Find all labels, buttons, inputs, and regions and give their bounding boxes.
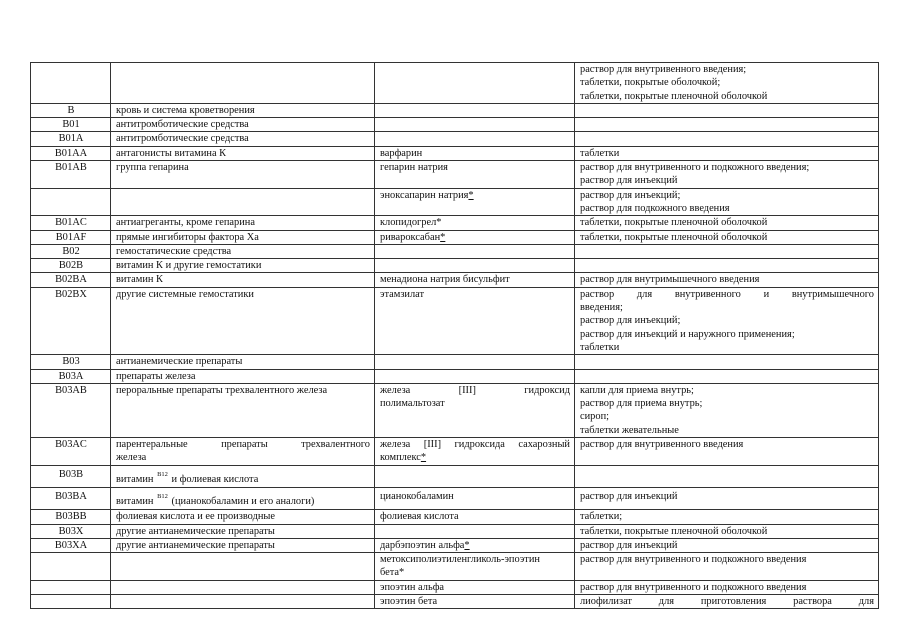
table-body <box>31 63 879 609</box>
group-text: и фолиевая кислота <box>171 473 259 485</box>
anatomical-group-cell <box>111 465 375 487</box>
atc-code-cell <box>31 103 111 117</box>
atc-code-cell <box>31 118 111 132</box>
anatomical-group-cell <box>111 230 375 244</box>
group-line: антагонисты витамина К <box>116 147 227 159</box>
atc-code: B03XA <box>54 539 88 551</box>
atc-code: B03AB <box>55 384 87 396</box>
anatomical-group-cell <box>111 216 375 230</box>
dosage-form-line: таблетки <box>580 341 620 353</box>
atc-code: B03BA <box>55 490 87 502</box>
atc-drug-table <box>30 62 879 609</box>
group-text: (цианокобаламин и его аналоги) <box>171 495 315 507</box>
drug-text: гепарин натрия <box>380 162 448 174</box>
dosage-form-cell <box>575 553 879 581</box>
drug-text: ривароксабан <box>380 231 441 243</box>
dosage-form-line: раствор для инъекций; <box>580 189 681 201</box>
anatomical-group-cell <box>111 146 375 160</box>
table-row <box>31 510 879 524</box>
anatomical-group-cell <box>111 580 375 594</box>
atc-code-cell <box>31 244 111 258</box>
dosage-form-cell <box>575 580 879 594</box>
atc-code-cell <box>31 259 111 273</box>
group-line: антитромботические средства <box>116 133 249 145</box>
dosage-form-cell <box>575 438 879 466</box>
drug-line <box>380 438 570 451</box>
drug-name-cell <box>375 369 575 383</box>
group-line: гемостатические средства <box>116 245 232 257</box>
anatomical-group-cell <box>111 188 375 216</box>
dosage-form-line: раствор для инъекций <box>580 539 678 551</box>
anatomical-group-cell <box>111 161 375 189</box>
atc-code-cell <box>31 63 111 104</box>
drug-name-cell <box>375 287 575 354</box>
anatomical-group-cell <box>111 369 375 383</box>
anatomical-group-cell <box>111 244 375 258</box>
dosage-form-line: таблетки <box>580 147 620 159</box>
atc-code: B01A <box>58 133 84 145</box>
dosage-form-cell <box>575 63 879 104</box>
dosage-form-cell <box>575 383 879 437</box>
anatomical-group-cell <box>111 524 375 538</box>
dosage-form-cell <box>575 244 879 258</box>
table-row <box>31 369 879 383</box>
dosage-form-line: раствор для внутривенного и подкожного введения <box>580 581 807 593</box>
vitamin-subscript: B12 <box>157 492 168 500</box>
dosage-form-cell <box>575 594 879 608</box>
drug-text: цианокобаламин <box>380 490 454 502</box>
dosage-form-cell <box>575 355 879 369</box>
vitamin-subscript: B12 <box>157 470 168 478</box>
atc-code-cell <box>31 524 111 538</box>
atc-code: B03A <box>58 370 84 382</box>
drug-name-cell <box>375 273 575 287</box>
dosage-form-line: таблетки, покрытые пленочной оболочкой <box>580 525 768 537</box>
atc-code: B02 <box>62 245 80 257</box>
drug-name-cell <box>375 103 575 117</box>
atc-code: B01 <box>62 119 80 131</box>
drug-line <box>380 595 570 608</box>
dosage-form-line: введения; <box>580 302 623 314</box>
atc-code-cell <box>31 369 111 383</box>
footnote-asterisk: * <box>420 452 427 464</box>
group-line: антиагреганты, кроме гепарина <box>116 217 255 229</box>
dosage-form-cell <box>575 369 879 383</box>
dosage-form-line: раствор для подкожного введения <box>580 202 730 214</box>
anatomical-group-cell <box>111 487 375 509</box>
drug-name-cell <box>375 580 575 594</box>
anatomical-group-cell <box>111 383 375 437</box>
dosage-form-line: таблетки, покрытые оболочкой; <box>580 77 721 89</box>
anatomical-group-cell <box>111 594 375 608</box>
table-row <box>31 244 879 258</box>
drug-name-cell <box>375 188 575 216</box>
atc-code: B01AA <box>54 147 88 159</box>
drug-text: этамзилат <box>380 288 425 300</box>
dosage-form-cell <box>575 230 879 244</box>
group-line: группа гепарина <box>116 162 189 174</box>
dosage-form-line: капли для приема внутрь; <box>580 384 694 396</box>
dosage-form-cell <box>575 510 879 524</box>
drug-text: эноксапарин натрия <box>380 189 469 201</box>
drug-name-cell <box>375 594 575 608</box>
dosage-form-cell <box>575 538 879 552</box>
atc-code-cell <box>31 188 111 216</box>
atc-code: B03X <box>58 525 84 537</box>
atc-code-cell <box>31 132 111 146</box>
atc-code: B02B <box>58 260 84 272</box>
drug-text: менадиона натрия бисульфит <box>380 274 510 286</box>
atc-code-cell <box>31 580 111 594</box>
drug-line <box>380 216 570 229</box>
dosage-form-cell <box>575 118 879 132</box>
atc-code-cell <box>31 538 111 552</box>
dosage-form-cell <box>575 465 879 487</box>
atc-code-cell <box>31 216 111 230</box>
anatomical-group-cell <box>111 438 375 466</box>
drug-name-cell <box>375 487 575 509</box>
dosage-form-line: таблетки; <box>580 511 623 523</box>
drug-line <box>380 161 570 174</box>
atc-code: B03 <box>62 356 80 368</box>
table-row <box>31 580 879 594</box>
drug-line <box>380 581 570 594</box>
drug-line <box>380 273 570 286</box>
atc-code-cell <box>31 438 111 466</box>
drug-name-cell <box>375 383 575 437</box>
drug-name-cell <box>375 438 575 466</box>
drug-name-cell <box>375 465 575 487</box>
table-row <box>31 230 879 244</box>
anatomical-group-cell <box>111 273 375 287</box>
anatomical-group-cell <box>111 553 375 581</box>
table-row <box>31 146 879 160</box>
dosage-form-cell <box>575 259 879 273</box>
drug-text: полимальтозат <box>380 398 445 410</box>
dosage-form-line: раствор для внутривенного и подкожного введения; <box>580 162 810 174</box>
table-row <box>31 465 879 487</box>
drug-text: эпоэтин бета <box>380 595 438 607</box>
group-line: кровь и система кроветворения <box>116 104 255 116</box>
anatomical-group-cell <box>111 538 375 552</box>
atc-code-cell <box>31 487 111 509</box>
drug-name-cell <box>375 146 575 160</box>
drug-line <box>380 566 570 579</box>
anatomical-group-cell <box>111 103 375 117</box>
drug-text: клопидогрел* <box>380 217 442 229</box>
table-row <box>31 287 879 354</box>
atc-code: B03B <box>58 468 84 480</box>
atc-code: B01AF <box>55 231 87 243</box>
drug-text: фолиевая кислота <box>380 511 459 523</box>
table-row <box>31 524 879 538</box>
dosage-form-cell <box>575 161 879 189</box>
dosage-form-cell <box>575 188 879 216</box>
atc-code-cell <box>31 465 111 487</box>
atc-code: B03AC <box>55 439 87 451</box>
drug-text: метоксиполиэтиленгликоль-эпоэтин <box>380 554 540 566</box>
atc-code: B01AC <box>55 217 87 229</box>
dosage-form-line: таблетки, покрытые пленочной оболочкой <box>580 231 768 243</box>
group-line: пероральные препараты трехвалентного железа <box>116 384 328 396</box>
group-line: железа <box>116 452 147 464</box>
dosage-form-line: раствор для внутривенного введения; <box>580 64 747 75</box>
drug-line <box>380 553 570 566</box>
dosage-form-cell <box>575 524 879 538</box>
atc-code-cell <box>31 287 111 354</box>
dosage-form-line: раствор для внутривенного и внутримышечного <box>580 288 874 300</box>
footnote-asterisk: * <box>464 539 470 551</box>
dosage-form-line: раствор для инъекций <box>580 175 678 187</box>
drug-line <box>380 397 570 410</box>
dosage-form-cell <box>575 487 879 509</box>
dosage-form-line: раствор для инъекций; <box>580 315 681 327</box>
atc-code-cell <box>31 161 111 189</box>
table-row <box>31 538 879 552</box>
footnote-asterisk: * <box>468 189 474 201</box>
anatomical-group-cell <box>111 132 375 146</box>
group-line: другие системные гемостатики <box>116 288 254 300</box>
drug-text: варфарин <box>380 147 423 159</box>
drug-name-cell <box>375 553 575 581</box>
drug-line <box>380 510 570 523</box>
table-row <box>31 355 879 369</box>
drug-name-cell <box>375 244 575 258</box>
table-row <box>31 161 879 189</box>
group-line: витамин К и другие гемостатики <box>116 260 262 272</box>
atc-code-cell <box>31 146 111 160</box>
group-line: парентеральные препараты трехвалентного <box>116 439 370 451</box>
dosage-form-line: таблетки жевательные <box>580 424 679 436</box>
atc-code-cell <box>31 510 111 524</box>
dosage-form-cell <box>575 273 879 287</box>
drug-line <box>380 384 570 397</box>
drug-text: дарбэпоэтин альфа <box>380 539 465 551</box>
drug-line <box>380 189 570 202</box>
table-row <box>31 132 879 146</box>
drug-line <box>380 231 570 244</box>
table-row <box>31 259 879 273</box>
anatomical-group-cell <box>111 287 375 354</box>
document-page <box>30 62 878 609</box>
drug-text: комплекс <box>380 452 421 464</box>
dosage-form-line: раствор для приема внутрь; <box>580 398 703 410</box>
dosage-form-line: таблетки, покрытые пленочной оболочкой <box>580 217 768 229</box>
drug-text: бета* <box>380 567 405 579</box>
atc-code: B03BB <box>55 511 87 523</box>
dosage-form-line: таблетки, покрытые пленочной оболочкой <box>580 90 768 102</box>
atc-code-cell <box>31 383 111 437</box>
footnote-asterisk: * <box>440 231 446 243</box>
group-line <box>116 468 370 486</box>
table-row <box>31 118 879 132</box>
dosage-form-cell <box>575 103 879 117</box>
drug-text: железа [III] гидроксида сахарозный <box>380 439 570 451</box>
dosage-form-cell <box>575 216 879 230</box>
table-row <box>31 487 879 509</box>
table-row <box>31 594 879 608</box>
table-row <box>31 103 879 117</box>
drug-name-cell <box>375 538 575 552</box>
table-row <box>31 273 879 287</box>
atc-code: B01AB <box>55 162 87 174</box>
dosage-form-line: раствор для инъекций <box>580 490 678 502</box>
drug-name-cell <box>375 216 575 230</box>
drug-name-cell <box>375 259 575 273</box>
drug-text: железа [III] гидроксид <box>380 384 570 396</box>
table-row <box>31 216 879 230</box>
atc-code-cell <box>31 273 111 287</box>
dosage-form-cell <box>575 146 879 160</box>
dosage-form-line: раствор для внутривенного введения <box>580 439 744 451</box>
anatomical-group-cell <box>111 63 375 104</box>
drug-line <box>380 539 570 552</box>
drug-name-cell <box>375 230 575 244</box>
anatomical-group-cell <box>111 259 375 273</box>
group-line: другие антианемические препараты <box>116 525 275 537</box>
dosage-form-line: раствор для инъекций и наружного применения; <box>580 328 795 340</box>
dosage-form-line: раствор для внутривенного и подкожного введения <box>580 554 807 566</box>
drug-name-cell <box>375 524 575 538</box>
drug-line <box>380 288 570 301</box>
atc-code: B02BA <box>55 274 87 286</box>
table-row <box>31 63 879 104</box>
group-line <box>116 490 370 508</box>
table-row <box>31 383 879 437</box>
group-line: препараты железа <box>116 370 196 382</box>
drug-text: эпоэтин альфа <box>380 581 445 593</box>
table-row <box>31 438 879 466</box>
table-row <box>31 553 879 581</box>
group-line: другие антианемические препараты <box>116 539 275 551</box>
group-line: витамин К <box>116 274 163 286</box>
drug-line <box>380 147 570 160</box>
drug-name-cell <box>375 63 575 104</box>
atc-code-cell <box>31 355 111 369</box>
drug-line <box>380 490 570 503</box>
dosage-form-line: раствор для внутримышечного введения <box>580 274 760 286</box>
dosage-form-line: сироп; <box>580 411 610 423</box>
drug-name-cell <box>375 161 575 189</box>
dosage-form-line: лиофилизат для приготовления раствора для <box>580 595 874 607</box>
dosage-form-cell <box>575 287 879 354</box>
atc-code-cell <box>31 230 111 244</box>
drug-line <box>380 451 570 464</box>
group-line: антианемические препараты <box>116 356 243 368</box>
anatomical-group-cell <box>111 510 375 524</box>
atc-code-cell <box>31 553 111 581</box>
atc-code: B02BX <box>55 288 87 300</box>
anatomical-group-cell <box>111 355 375 369</box>
group-line: антитромботические средства <box>116 119 249 131</box>
anatomical-group-cell <box>111 118 375 132</box>
group-text: витамин <box>116 495 154 507</box>
drug-name-cell <box>375 510 575 524</box>
group-line: фолиевая кислота и ее производные <box>116 511 276 523</box>
group-line: прямые ингибиторы фактора Xa <box>116 231 259 243</box>
dosage-form-cell <box>575 132 879 146</box>
drug-name-cell <box>375 132 575 146</box>
drug-name-cell <box>375 118 575 132</box>
atc-code-cell <box>31 594 111 608</box>
drug-name-cell <box>375 355 575 369</box>
group-text: витамин <box>116 473 154 485</box>
table-row <box>31 188 879 216</box>
atc-code: B <box>67 104 75 116</box>
